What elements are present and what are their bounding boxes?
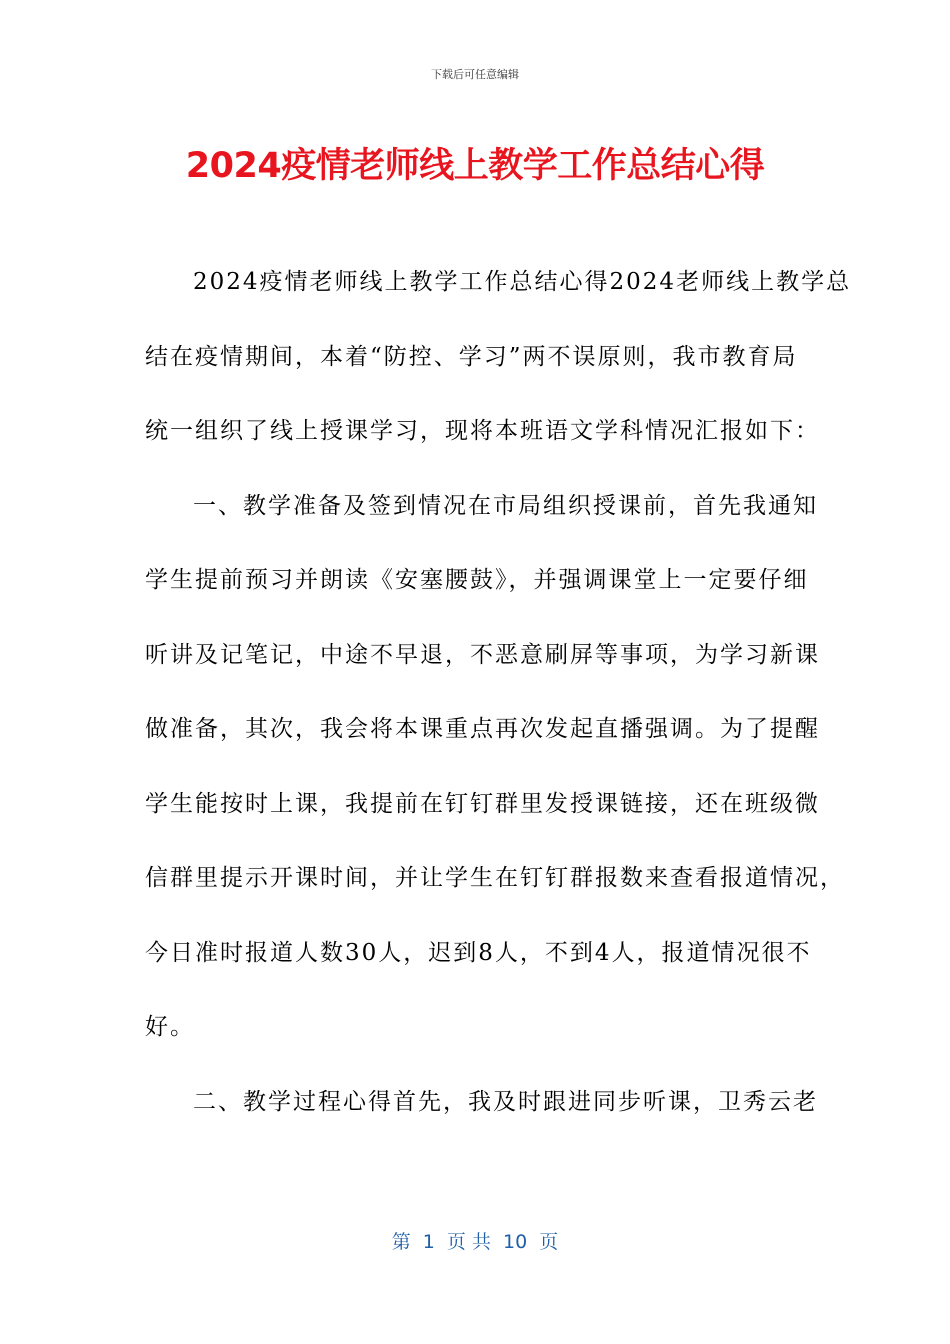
paragraph-2-line-8: 好。 (145, 1014, 195, 1040)
paragraph-2-line-2: 学生提前预习并朗读《安塞腰鼓》，并强调课堂上一定要仔细 (145, 567, 809, 593)
document-title: 2024疫情老师线上教学工作总结心得 (185, 146, 765, 186)
paragraph-2-line-3: 听讲及记笔记，中途不早退，不恶意刷屏等事项，为学习新课 (145, 641, 820, 668)
paragraph-2-line-5: 学生能按时上课，我提前在钉钉群里发授课链接，还在班级微 (145, 790, 820, 817)
paragraph-2-line-4: 做准备，其次，我会将本课重点再次发起直播强调。为了提醒 (145, 716, 820, 742)
paragraph-1-line-1: 2024疫情老师线上教学工作总结心得2024老师线上教学总 (193, 269, 852, 295)
header-note: 下载后可任意编辑 (431, 68, 519, 81)
paragraph-1-line-3: 统一组织了线上授课学习，现将本班语文学科情况汇报如下： (145, 418, 820, 444)
paragraph-1-line-2: 结在疫情期间，本着“防控、学习”两不误原则，我市教育局 (145, 343, 798, 370)
paragraph-3-line-1: 二、教学过程心得首先，我及时跟进同步听课，卫秀云老 (193, 1088, 818, 1115)
paragraph-2-line-1: 一、教学准备及签到情况在市局组织授课前，首先我通知 (193, 492, 818, 519)
page-number-footer: 第 1 页 共 10 页 (391, 1231, 559, 1253)
document-body (145, 245, 852, 1139)
paragraph-2-line-6: 信群里提示开课时间，并让学生在钉钉群报数来查看报道情况， (145, 865, 845, 891)
paragraph-2-line-7: 今日准时报道人数30人，迟到8人，不到4人，报道情况很不 (145, 939, 812, 966)
